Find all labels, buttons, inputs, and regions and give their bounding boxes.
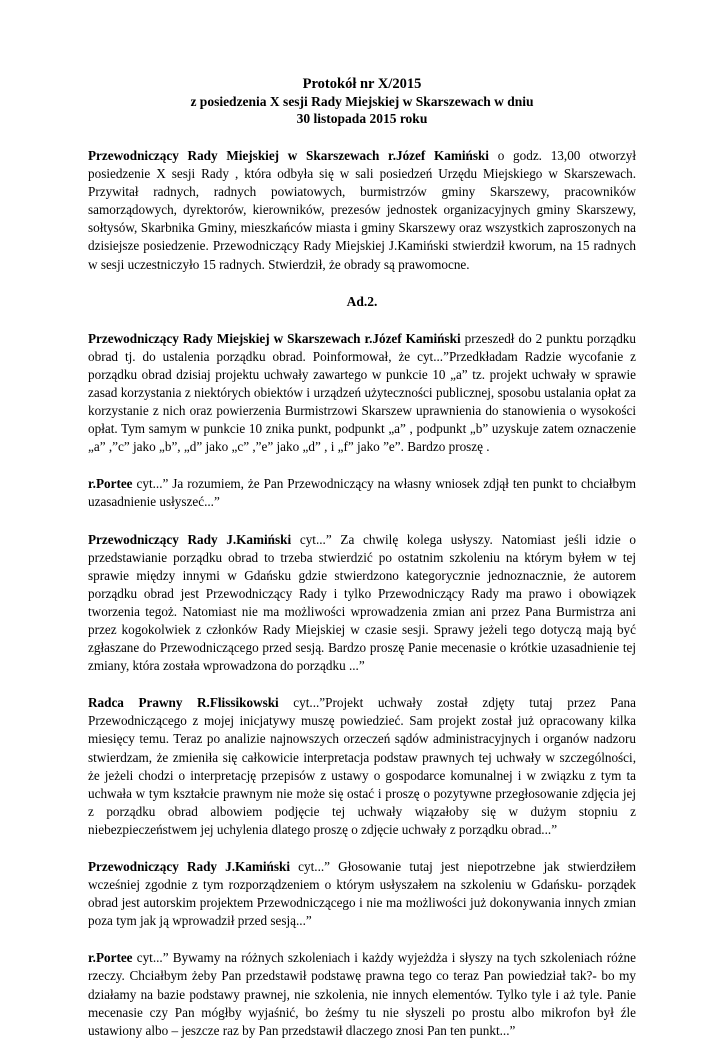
title-block: [88, 76, 636, 127]
speaker-name: Przewodniczący Rady Miejskiej w Skarszewach r.Józef Kamiński: [88, 148, 489, 163]
paragraph-portee-2: [88, 949, 636, 1039]
document-subtitle-line2: 30 listopada 2015 roku: [296, 111, 428, 126]
paragraph-ad2-chairman: [88, 330, 636, 457]
paragraph-text: cyt...” Głosowanie tutaj jest niepotrzebne jak stwierdziłem wcześniej zgodnie z tym rozporządzeniem o którym usłyszałem na szkoleniu w Gdańsku- porządek obrad jest autorskim projektem Przewodniczącego i nie ma możliwości już dokonywania innych zmian poza tym jak ją wprowadził przed sesją...”: [88, 859, 636, 929]
document-subtitle-line1: z posiedzenia X sesji Rady Miejskiej w Skarszewach w dniu: [190, 94, 534, 109]
document-title: Protokół nr X/2015: [302, 76, 422, 92]
speaker-name: Radca Prawny R.Flissikowski: [88, 695, 279, 711]
speaker-name: Przewodniczący Rady Miejskiej w Skarszewach r.Józef Kamiński: [88, 330, 461, 346]
speaker-name: Przewodniczący Rady J.Kamiński: [88, 859, 291, 874]
paragraph-text: przeszedł do 2 punktu porządku obrad tj. do ustalenia porządku obrad. Poinformował, że cyt...”Przedkładam Radzie wycofanie z porządku obrad dzisiaj projektu uchwały zawartego w punkcie 10 „a” tz. projekt uchwały w sprawie zasad korzystania z niektórych obiektów i urządzeń użyteczności publicznej, sposobu ustalania opłat za korzystanie z nich oraz powierzenia Burmistrzowi Skarszew uprawnienia do stanowienia o wysokości opłat. Tym samym w punkcie 10 znika punkt, podpunkt „a” , podpunkt „b” uzyskuje zatem oznaczenie „a” ,”c” jako „b”, „d” jako „c” ,”e” jako „d” , i „f” jako ”e”. Bardzo proszę .: [88, 330, 636, 455]
paragraph-chairman-3: [88, 858, 636, 930]
paragraph-text: cyt...” Bywamy na różnych szkoleniach i każdy wyjeżdża i słyszy na tych szkoleniach różne rzeczy. Chciałbym żeby Pan przedstawił podstawę prawna tego co teraz Pan powiedział tak?- bo my działamy na bazie podstawy prawnej, nie szkolenia, nie innych elementów. Tylko tyle i aż tyle. Panie mecenasie czy Pan mógłby wyjaśnić, bo żeśmy tu nie słyszeli po prostu albo mikrofon był źle ustawiony albo – jeszcze raz by Pan przedstawił dlaczego znosi Pan ten punkt...”: [88, 950, 636, 1038]
document-page: [88, 76, 636, 1059]
paragraph-text: cyt...”Projekt uchwały został zdjęty tutaj przez Pana Przewodniczącego z mojej inicjatywy muszę powiedzieć. Sam projekt został już opracowany kilka miesięcy temu. Teraz po analizie najnowszych orzeczeń sądów administracyjnych i organów nadzoru stwierdzam, że zmieniła się całkowicie interpretacja podstaw prawnych tej uchwały w szczególności, że jeżeli chodzi o interpretację przepisów z ustawy o gospodarce komunalnej i w związku z tym ta uchwała w tym kształcie prawnym nie może się ostać i proszę o pozytywne przegłosowanie zdjęcia jej z porządku obrad albowiem podjęcie tej uchwały wiązałoby się w dużym stopniu z niebezpieczeństwem jej uchylenia dlatego proszę o zdjęcie uchwały z porządku obrad...”: [88, 695, 636, 837]
paragraph-legal-counsel: [88, 694, 636, 839]
speaker-name: r.Portee: [88, 950, 133, 966]
paragraph-text: cyt...” Ja rozumiem, że Pan Przewodniczący na własny wniosek zdjął ten punkt to chciałbym uzasadnienie usłyszeć...”: [88, 476, 636, 510]
section-heading: Ad.2.: [346, 293, 378, 309]
paragraph-chairman-2: [88, 531, 636, 676]
speaker-name: r.Portee: [88, 476, 133, 492]
paragraph-portee-1: [88, 475, 636, 511]
paragraph-text: o godz. 13,00 otworzył posiedzenie X sesji Rady , która odbyła się w sali posiedzeń Urzędu Miejskiego w Skarszewach. Przywitał radnych, radnych powiatowych, burmistrzów gminy Skarszewy, pracowników samorządowych, dyrektorów, kierowników, prezesów jednostek organizacyjnych gminy Skarszewy, sołtysów, Skarbnika Gminy, mieszkańców miasta i gminy Skarszewy oraz wszystkich zaproszonych na dzisiejsze posiedzenie. Przewodniczący Rady Miejskiej J.Kamiński stwierdził kworum, na 15 radnych w sesji uczestniczyło 15 radnych. Stwierdził, że obrady są prawomocne.: [88, 148, 637, 272]
paragraph-text: cyt...” Za chwilę kolega usłyszy. Natomiast jeśli idzie o przedstawianie porządku obrad to trzeba stwierdzić po ostatnim szkoleniu na którym byłem w tej sprawie między innymi w Gdańsku gdzie stwierdzono kategorycznie jednoznacznie, że autorem porządku obrad jest Przewodniczący Rady i tylko Przewodniczący Rady ma prawo i obowiązek tworzenia tegoż. Natomiast nie ma możliwości wprowadzenia zmian ani przez Pana Burmistrza ani przez kogokolwiek z członków Rady Miejskiej w czasie sesji. Sprawy jeżeli tego dotyczą mają być zgłaszane do Przewodniczącego przed sesją. Bardzo proszę Panie mecenasie o krótkie uzasadnienie tej zmiany, która została wprowadzona do porządku ...”: [88, 531, 636, 674]
paragraph-opening: [88, 147, 636, 274]
speaker-name: Przewodniczący Rady J.Kamiński: [88, 531, 292, 547]
